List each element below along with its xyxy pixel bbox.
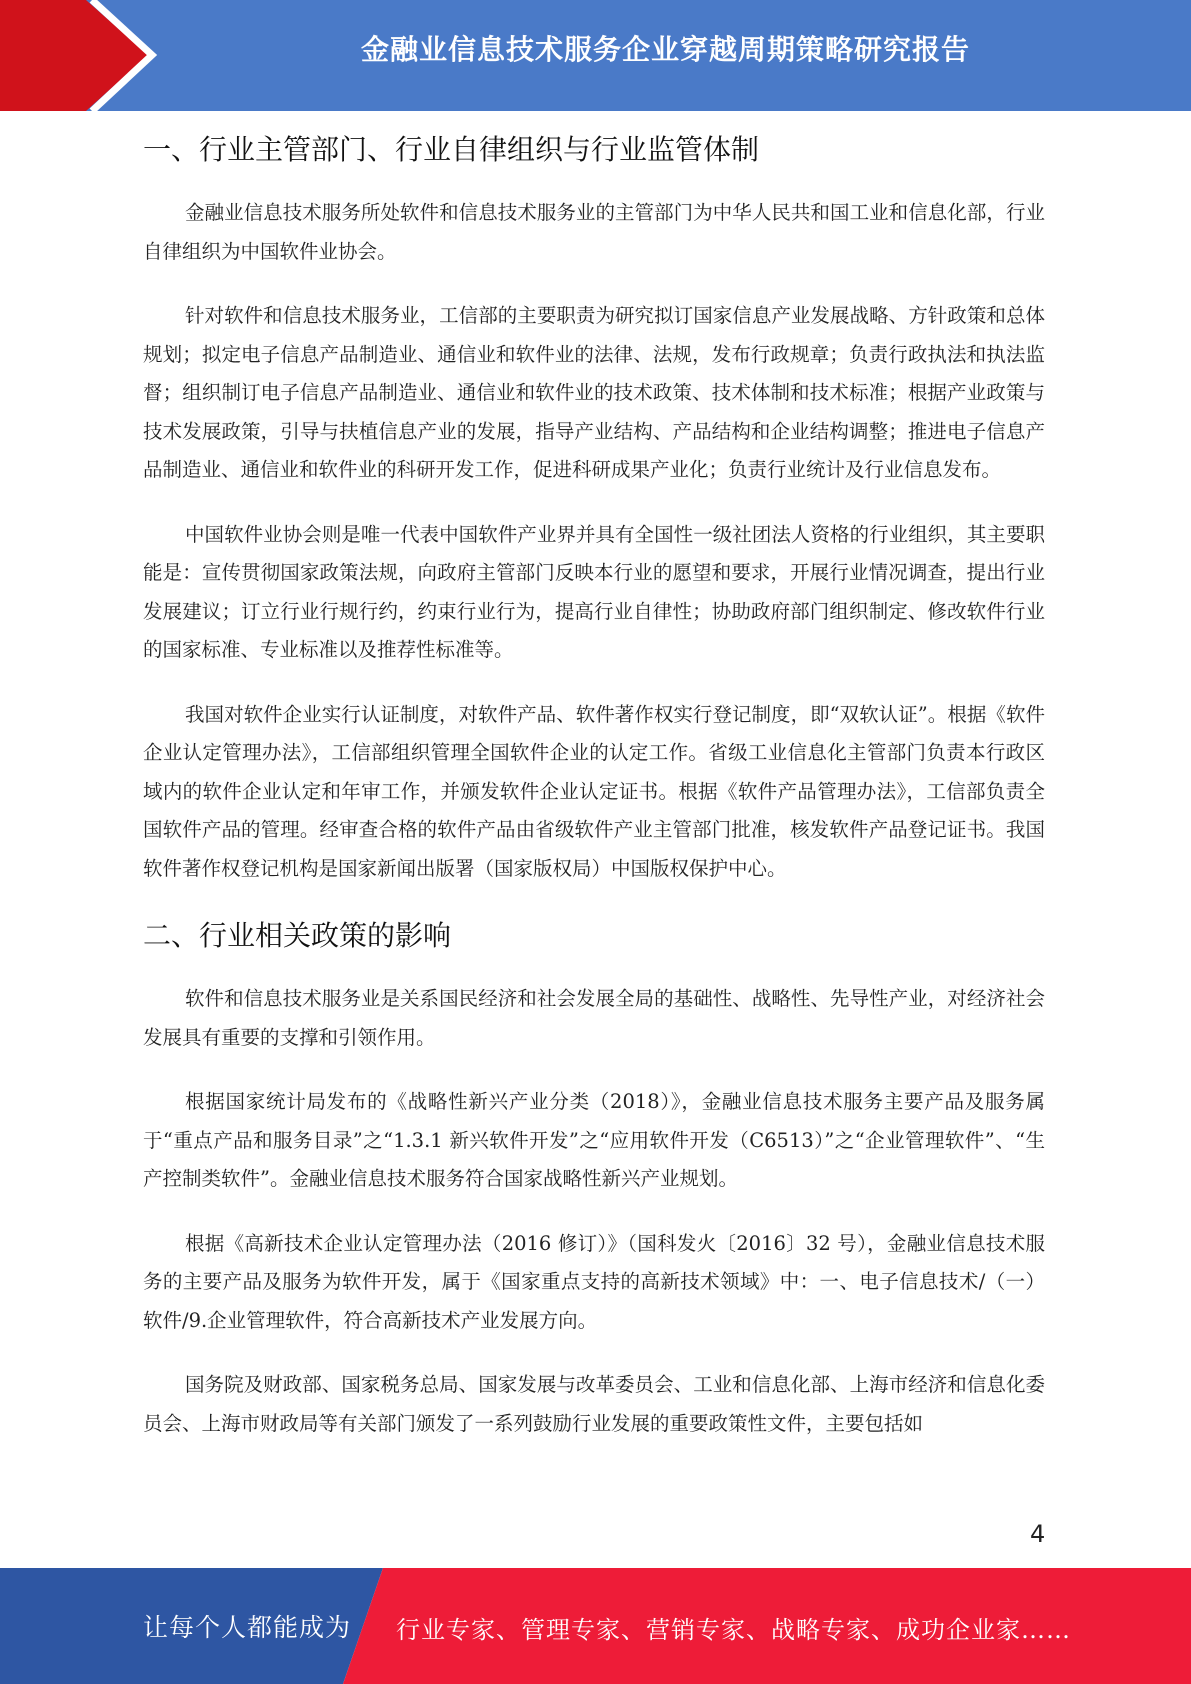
paragraph: 我国对软件企业实行认证制度，对软件产品、软件著作权实行登记制度，即“双软认证”。根据《软件企业认定管理办法》，工信部组织管理全国软件企业的认定工作。省级工业信息化主管部门负责本行政区域内的软件企业认定和年审工作，并颁发软件企业认定证书。根据《软件产品管理办法》，工信部负责全国软件产品的管理。经审查合格的软件产品由省级软件产业主管部门批准，核发软件产品登记证书。我国软件著作权登记机构是国家新闻出版署（国家版权局）中国版权保护中心。: [143, 702, 1045, 880]
paragraph: 针对软件和信息技术服务业，工信部的主要职责为研究拟订国家信息产业发展战略、方针政策和总体规划；拟定电子信息产品制造业、通信业和软件业的法律、法规，发布行政规章；负责行政执法和执法监督；组织制订电子信息产品制造业、通信业和软件业的技术政策、技术体制和技术标准；根据产业政策与技术发展政策，引导与扶植信息产业的发展，指导产业结构、产品结构和企业结构调整；推进电子信息产品制造业、通信业和软件业的科研开发工作，促进科研成果产业化；负责行业统计及行业信息发布。: [143, 304, 1045, 481]
paragraph: 金融业信息技术服务所处软件和信息技术服务业的主管部门为中华人民共和国工业和信息化部，行业自律组织为中国软件业协会。: [143, 201, 1045, 263]
paragraph: 根据《高新技术企业认定管理办法（2016 修订）》（国科发火〔2016〕32 号），金融业信息技术服务的主要产品及服务为软件开发，属于《国家重点支持的高新技术领域》中：一、电子信息技术/（一）软件/9.企业管理软件，符合高新技术产业发展方向。: [143, 1231, 1045, 1332]
page-footer: [0, 1568, 1191, 1684]
paragraph: 根据国家统计局发布的《战略性新兴产业分类（2018）》，金融业信息技术服务主要产品及服务属于“重点产品和服务目录”之“1.3.1 新兴软件开发”之“应用软件开发（C6513）”之“企业管理软件”、“生产控制类软件”。金融业信息技术服务符合国家战略性新兴产业规划。: [143, 1090, 1045, 1190]
section-heading: 二、行业相关政策的影响: [143, 919, 452, 952]
page-header: [0, 0, 1191, 111]
document-body: [143, 128, 1045, 1469]
paragraph: 中国软件业协会则是唯一代表中国软件产业界并具有全国性一级社团法人资格的行业组织，其主要职能是：宣传贯彻国家政策法规，向政府主管部门反映本行业的愿望和要求，开展行业情况调查，提出行业发展建议；订立行业行规行约，约束行业行为，提高行业自律性；协助政府部门组织制定、修改软件行业的国家标准、专业标准以及推荐性标准等。: [143, 522, 1045, 661]
footer-slogan-left: 让每个人都能成为: [143, 1613, 352, 1642]
page-number: 4: [1030, 1520, 1046, 1548]
paragraph: 软件和信息技术服务业是关系国民经济和社会发展全局的基础性、战略性、先导性产业，对经济社会发展具有重要的支撑和引领作用。: [143, 987, 1045, 1049]
report-title: 金融业信息技术服务企业穿越周期策略研究报告: [360, 33, 970, 66]
section-heading: 一、行业主管部门、行业自律组织与行业监管体制: [143, 133, 760, 166]
footer-slogan-right: 行业专家、管理专家、营销专家、战略专家、成功企业家……: [396, 1616, 1071, 1644]
paragraph: 国务院及财政部、国家税务总局、国家发展与改革委员会、工业和信息化部、上海市经济和信息化委员会、上海市财政局等有关部门颁发了一系列鼓励行业发展的重要政策性文件，主要包括如: [143, 1373, 1045, 1435]
